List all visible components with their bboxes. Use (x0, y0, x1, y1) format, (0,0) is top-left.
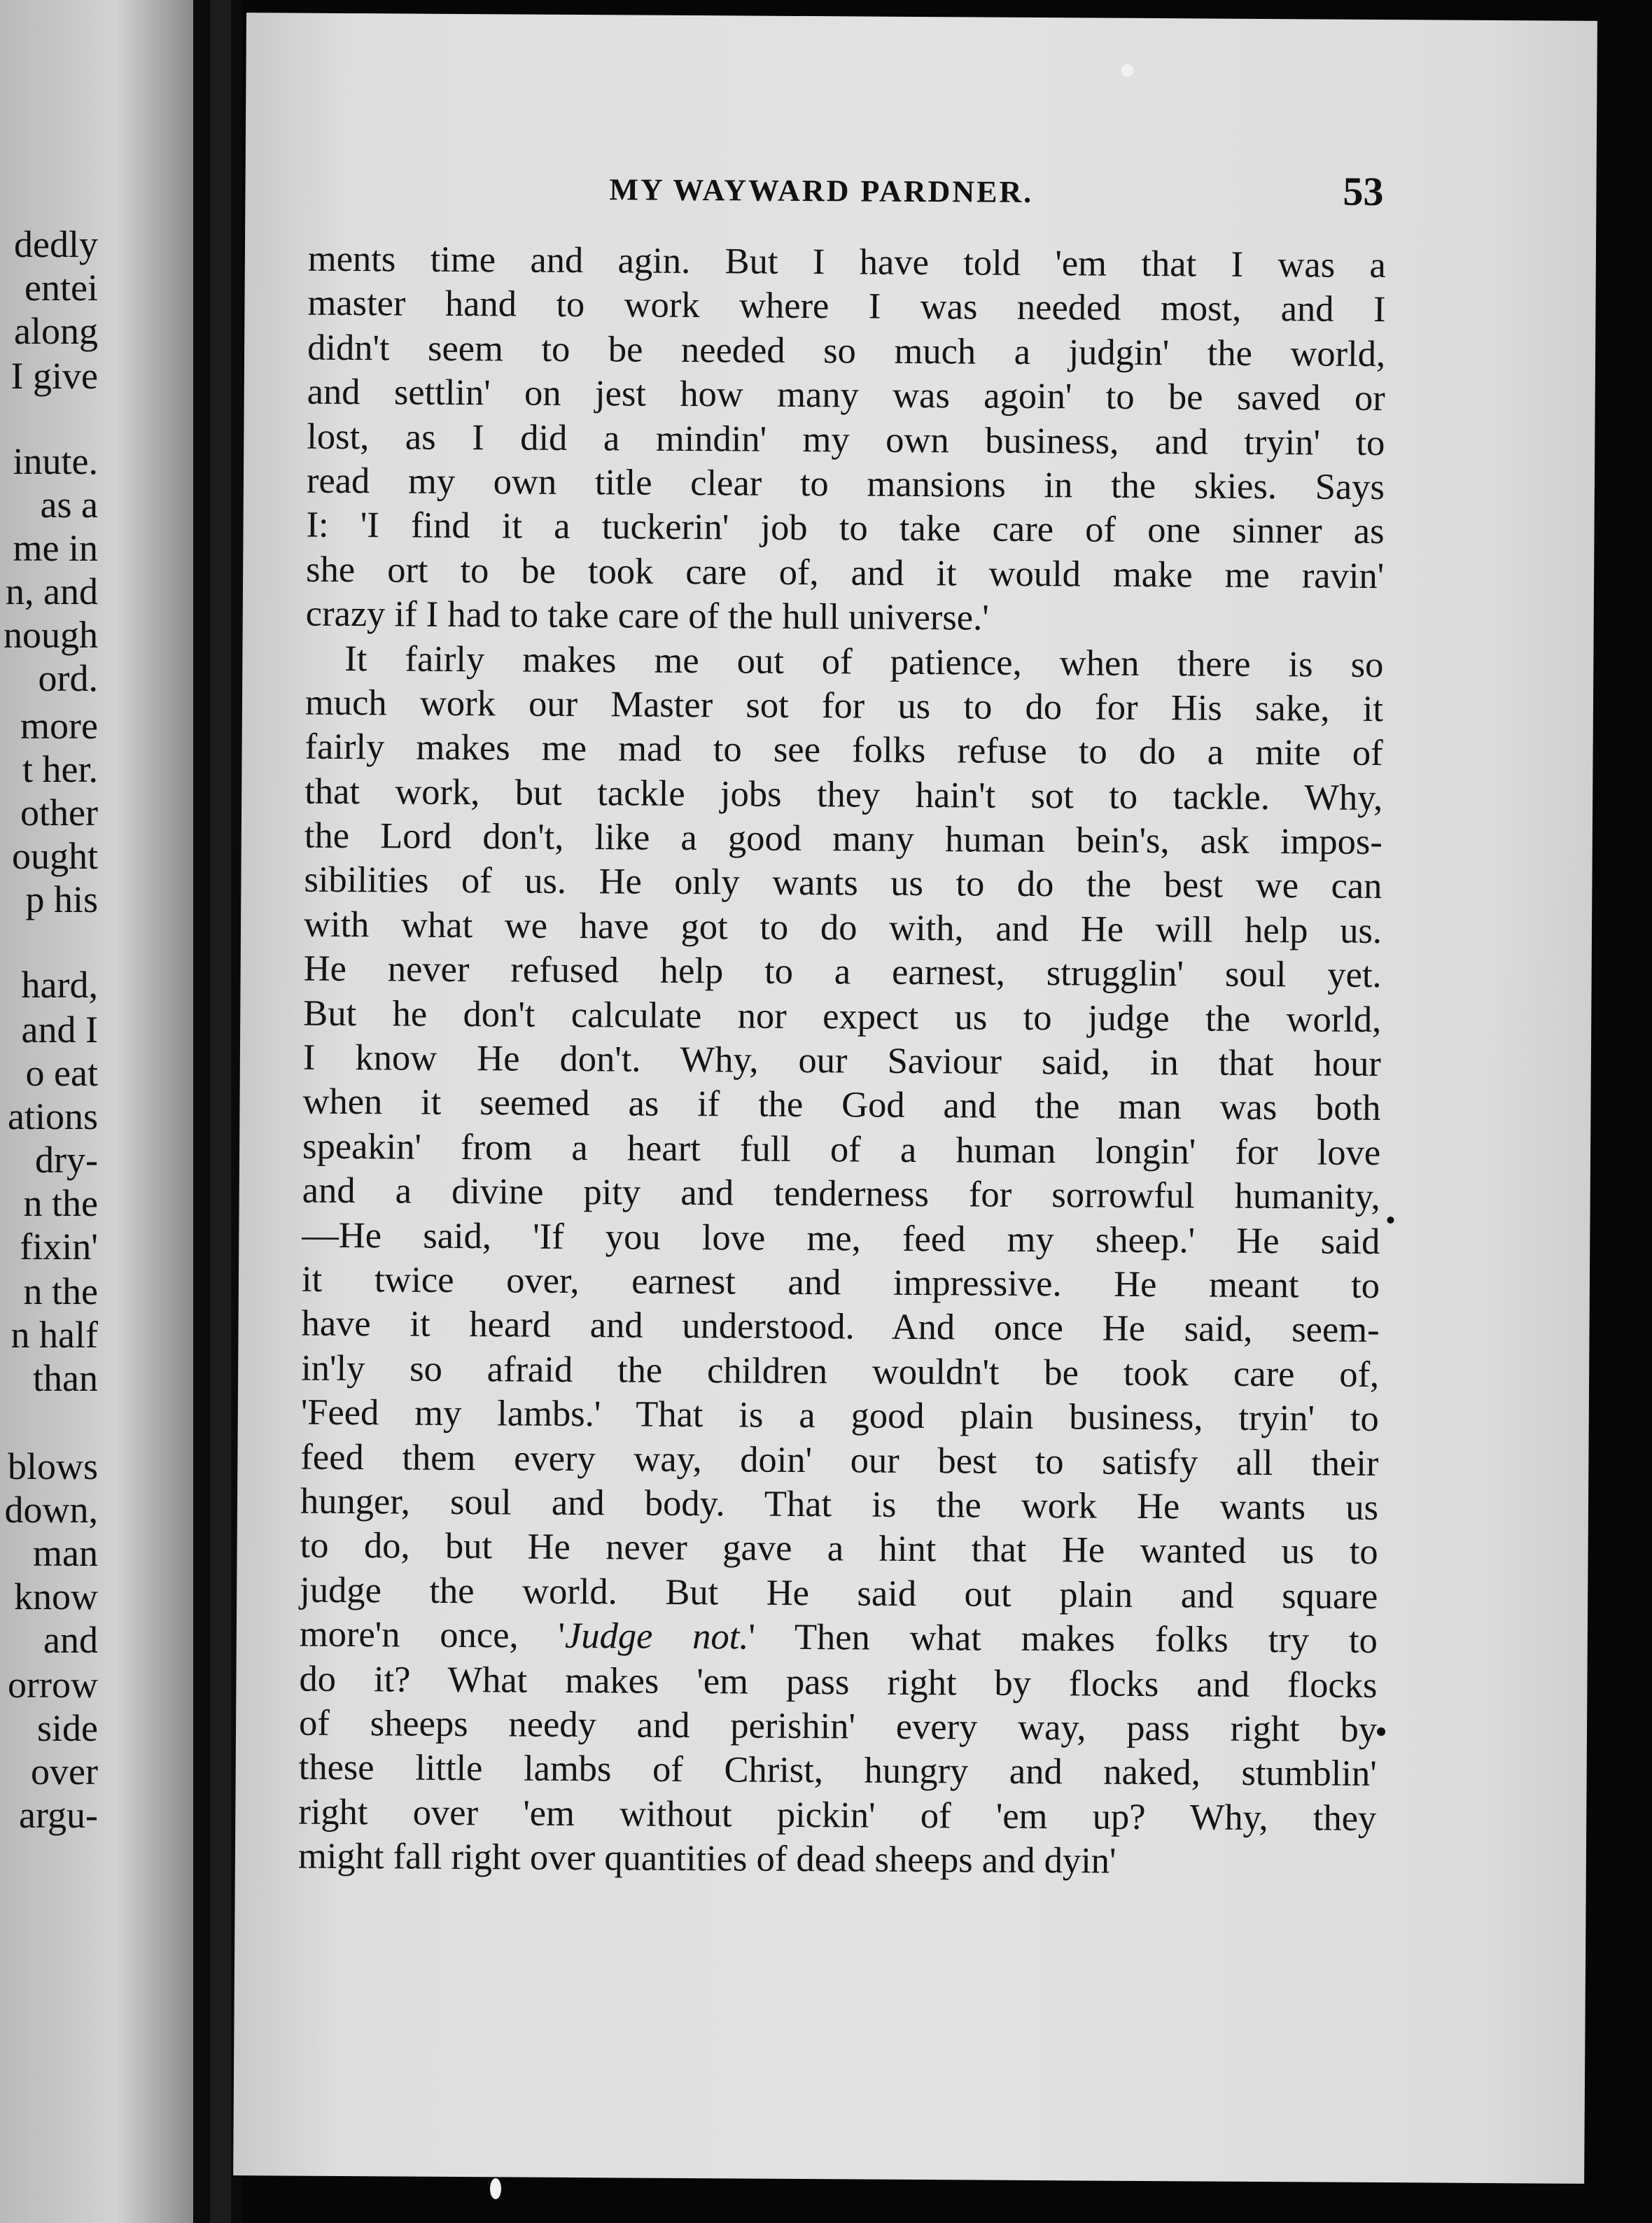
facing-page-fragment: down, (4, 1489, 98, 1531)
facing-page-fragment: me in (13, 527, 98, 569)
facing-page-fragment: inute. (13, 440, 98, 482)
text-line: ments time and agin. But I have told 'em that I was a (307, 238, 1387, 286)
facing-page-fragment: ord. (38, 657, 98, 699)
facing-page-fragment: argu- (19, 1794, 98, 1836)
running-head: MY WAYWARD PARDNER. (609, 172, 1034, 209)
text-line: lost, as I did a mindin' my own business, and tryin' to (307, 416, 1385, 463)
text-line: when it seemed as if the God and the man was both (302, 1081, 1381, 1129)
text-line: that work, but tackle jobs they hain't sot to tackle. Why, (304, 771, 1383, 818)
text-line: I know He don't. Why, our Saviour said, in that hour (302, 1037, 1382, 1085)
text-line: I: 'I find it a tuckerin' job to take care of one sinner as (306, 504, 1385, 552)
text-line: hunger, soul and body. That is the work He wants us (300, 1480, 1379, 1528)
facing-page-fragment: over (31, 1751, 98, 1793)
facing-page-fragment: ought (11, 835, 98, 877)
gutter-shadow (210, 0, 231, 2223)
facing-page-fragment: and (43, 1619, 98, 1661)
text-line: she ort to be took care of, and it would make me ravin' (305, 549, 1385, 596)
text-line: fairly makes me mad to see folks refuse to do a mite of (304, 726, 1383, 774)
text-line: of sheeps needy and perishin' every way, pass right by (298, 1702, 1378, 1750)
text-line: feed them every way, doin' our best to satisfy all their (300, 1436, 1379, 1484)
facing-page-fragment: other (20, 792, 98, 834)
text-line: with what we have got to do with, and He will help us. (303, 904, 1382, 951)
facing-page-fragment: hard, (21, 964, 98, 1006)
book-page (233, 13, 1597, 2184)
facing-page-fragment: ations (8, 1095, 98, 1137)
facing-page-fragment: man (33, 1532, 98, 1574)
text-line: and a divine pity and tenderness for sorrowful humanity, (302, 1170, 1380, 1218)
text-line: the Lord don't, like a good many human bein's, ask impos- (304, 815, 1382, 863)
facing-page-fragment: and I (21, 1009, 98, 1051)
facing-page-fragment: n, and (6, 570, 98, 612)
text-line: —He said, 'If you love me, feed my sheep.' He said (302, 1214, 1380, 1262)
facing-page-fragment: blows (7, 1445, 98, 1487)
facing-page-fragment: more (20, 705, 98, 747)
text-line: and settlin' on jest how many was agoin' to be saved or (307, 371, 1385, 419)
text-line: much work our Master sot for us to do for His sake, it (304, 682, 1384, 729)
text-line: read my own title clear to mansions in the skies. Says (306, 460, 1385, 508)
facing-page-fragment: n the (23, 1270, 98, 1312)
text-line: didn't seem to be needed so much a judgin' the world, (307, 327, 1386, 374)
facing-page-fragment: n the (23, 1182, 98, 1224)
text-line: it twice over, earnest and impressive. He meant to (301, 1258, 1380, 1307)
text-line: judge the world. But He said out plain and square (300, 1569, 1378, 1617)
facing-page (0, 0, 193, 2223)
page-number: 53 (1343, 168, 1384, 215)
text-line: more'n once, 'Judge not.' Then what makes folks try to (299, 1613, 1378, 1662)
facing-page-fragment: p his (25, 878, 98, 920)
facing-page-fragment: as a (40, 484, 98, 526)
text-line: in'ly so afraid the children wouldn't be took care of, (301, 1347, 1380, 1395)
text-line: might fall right over quantities of dead sheeps and dyin' (298, 1835, 1116, 1881)
text-line: right over 'em without pickin' of 'em up? Why, they (298, 1791, 1377, 1839)
text-line: It fairly makes me out of patience, when there is so (344, 638, 1384, 685)
facing-page-fragment: nough (4, 614, 98, 656)
ink-spot (1377, 1727, 1385, 1736)
text-line: crazy if I had to take care of the hull universe.' (305, 593, 989, 638)
facing-page-fragment: side (37, 1707, 98, 1749)
body-text (298, 237, 1386, 1886)
facing-page-fragment: entei (24, 267, 98, 309)
facing-page-fragment: know (14, 1576, 98, 1618)
facing-page-fragment: dry- (35, 1139, 98, 1181)
facing-page-fragment: o eat (25, 1052, 98, 1094)
facing-page-fragment: orrow (8, 1664, 98, 1706)
facing-page-fragment: dedly (14, 223, 98, 265)
facing-page-fragment: I give (10, 355, 98, 397)
text-line: to do, but He never gave a hint that He wanted us to (300, 1524, 1378, 1573)
text-line: have it heard and understood. And once He said, seem- (301, 1303, 1380, 1351)
facing-page-fragment: n half (10, 1314, 98, 1356)
facing-page-fragment: fixin' (20, 1226, 98, 1268)
facing-page-fragment: than (33, 1357, 98, 1399)
text-line: speakin' from a heart full of a human longin' for love (302, 1125, 1381, 1173)
text-line: sibilities of us. He only wants us to do the best we can (304, 860, 1382, 907)
paper-speck (1121, 64, 1133, 77)
text-line: But he don't calculate nor expect us to judge the world, (303, 993, 1382, 1040)
text-line: do it? What makes 'em pass right by flocks and flocks (299, 1658, 1378, 1706)
text-line: 'Feed my lambs.' That is a good plain business, tryin' to (300, 1391, 1379, 1440)
text-line: master hand to work where I was needed most, and I (307, 283, 1386, 330)
text-line: He never refused help to a earnest, strugglin' soul yet. (303, 948, 1382, 996)
film-speck (490, 2178, 501, 2199)
text-line: these little lambs of Christ, hungry and naked, stumblin' (298, 1746, 1377, 1795)
facing-page-fragment: t her. (22, 748, 98, 790)
ink-spot (1387, 1216, 1394, 1223)
facing-page-fragment: along (14, 310, 98, 352)
